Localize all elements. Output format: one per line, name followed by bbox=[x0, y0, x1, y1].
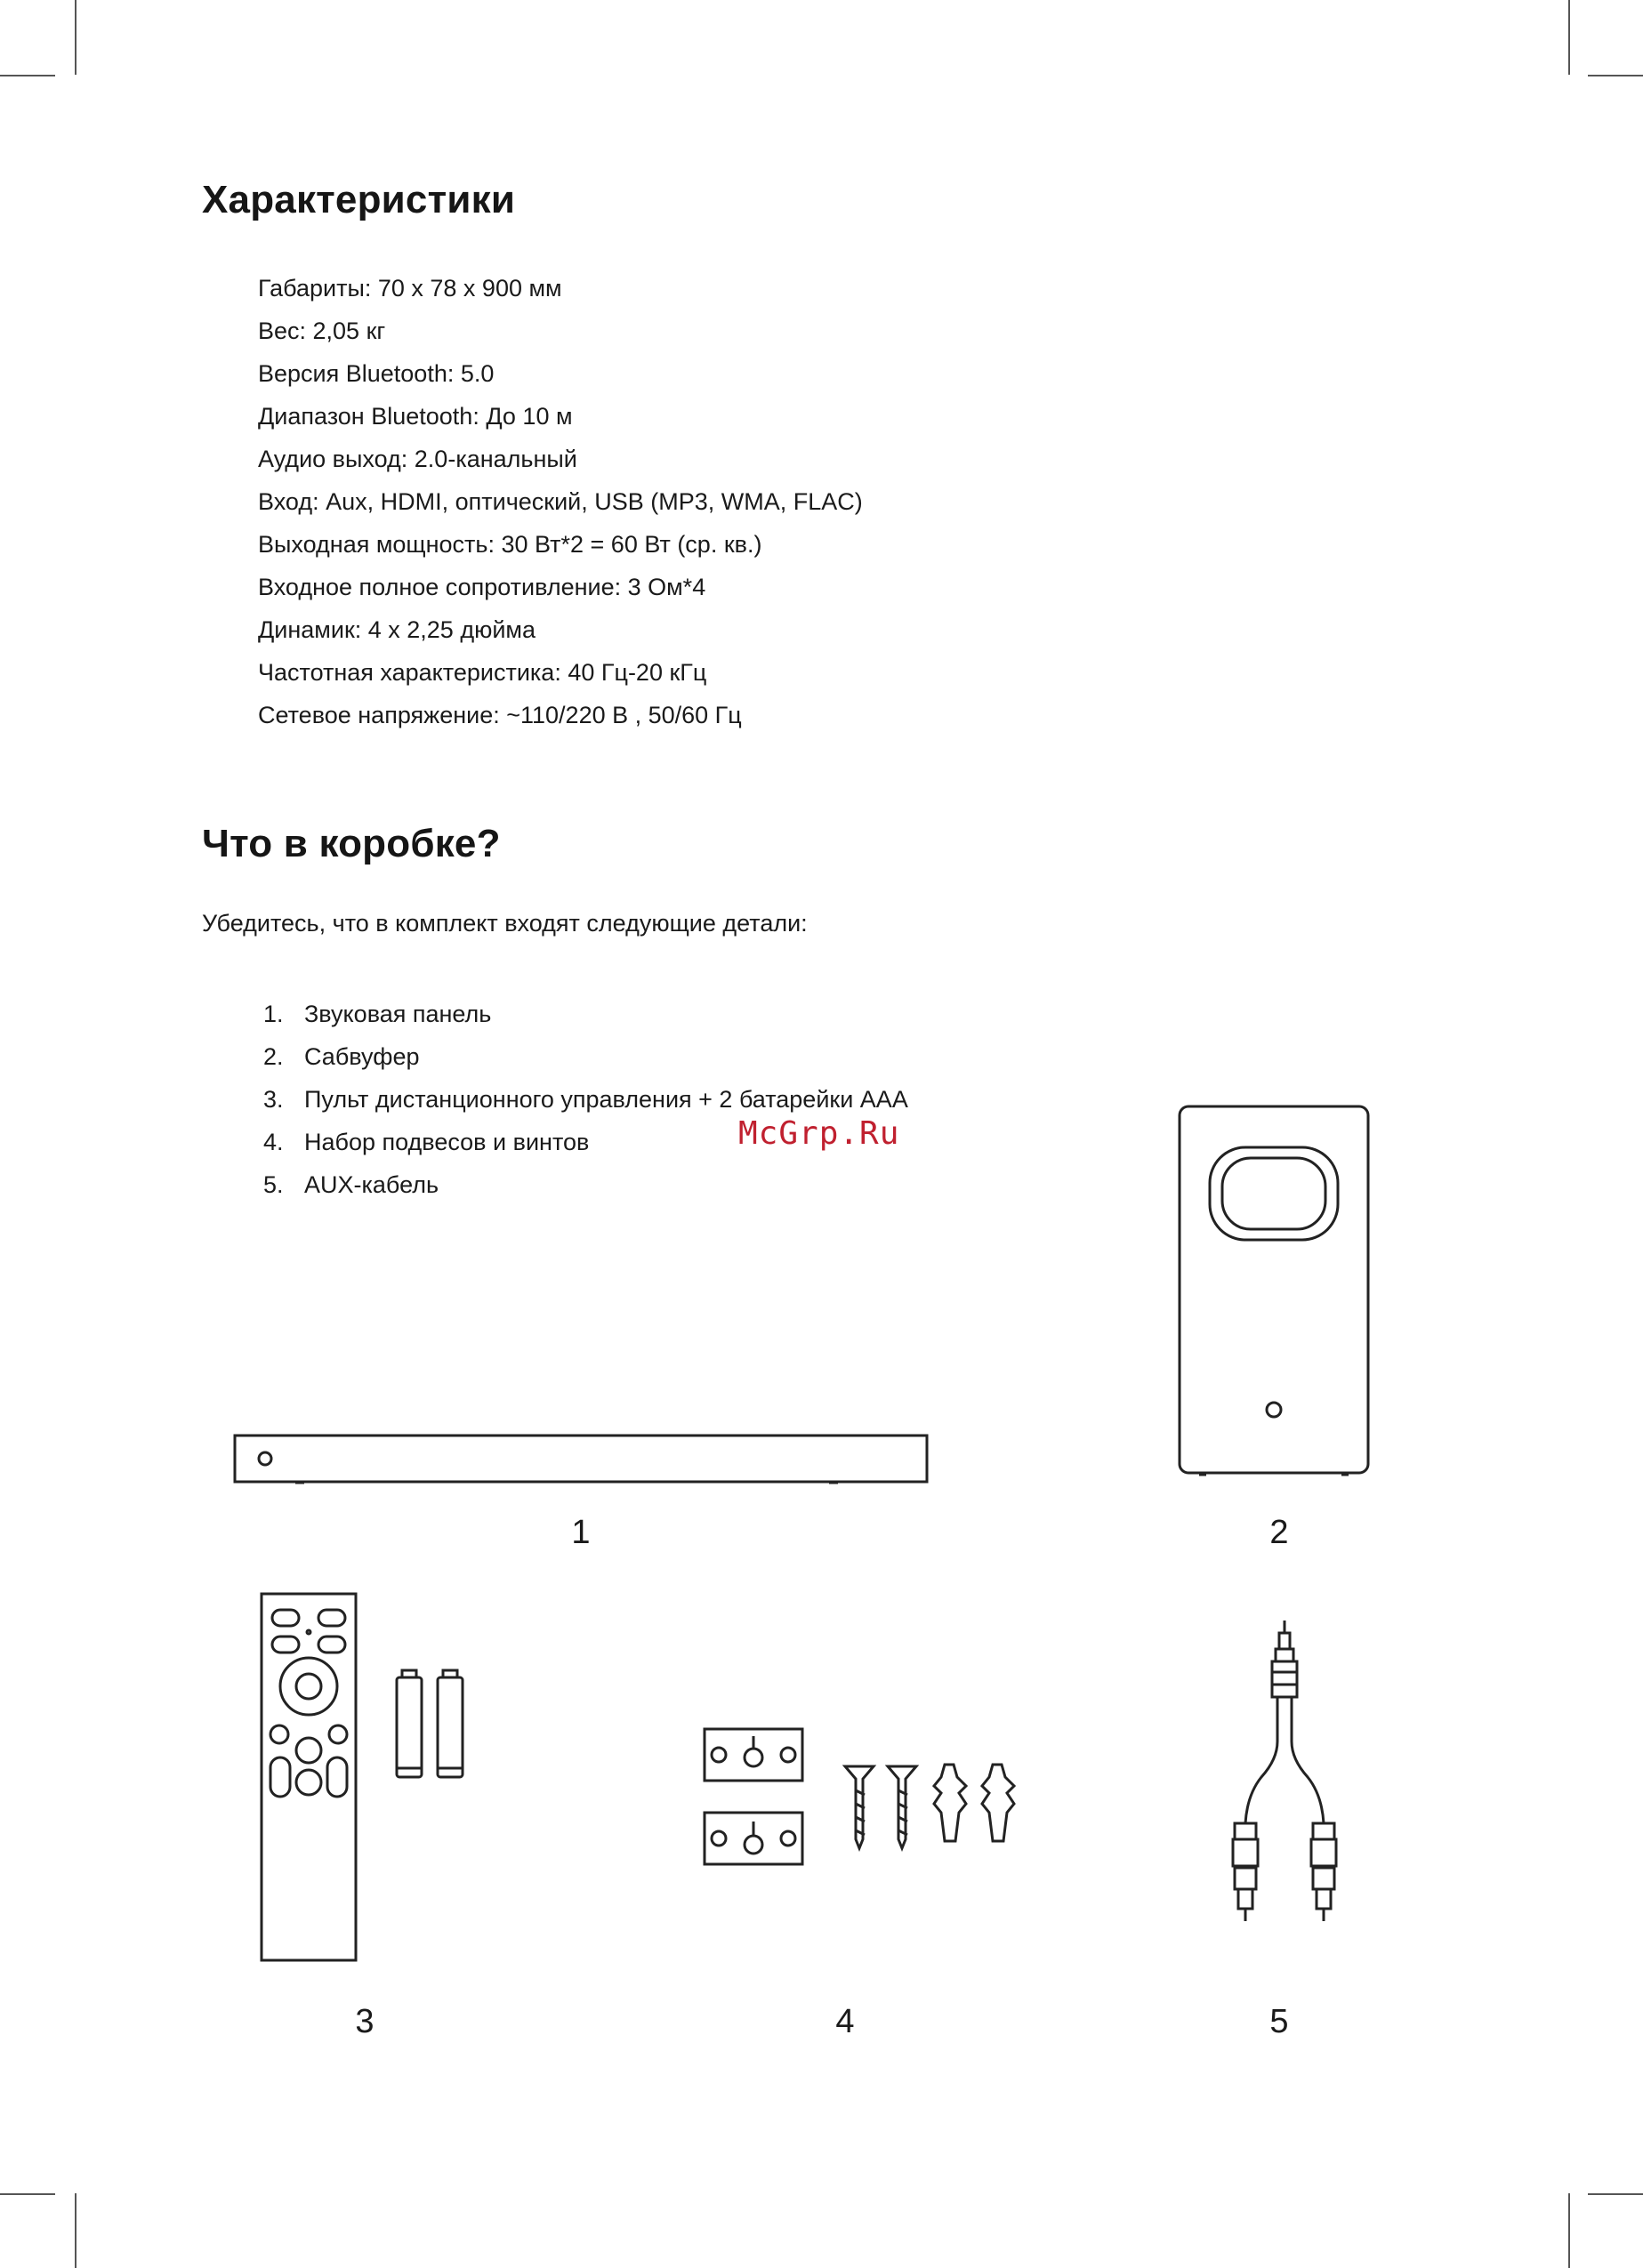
crop-mark bbox=[1588, 2193, 1643, 2195]
spec-item: Аудио выход: 2.0-канальный bbox=[258, 446, 577, 472]
list-item-number: 2. bbox=[263, 1043, 284, 1070]
spec-item: Габариты: 70 x 78 x 900 мм bbox=[258, 275, 562, 302]
soundbar-illustration bbox=[233, 1434, 930, 1487]
figure-label-remote: 3 bbox=[355, 2003, 375, 2040]
crop-mark bbox=[1568, 2193, 1570, 2268]
figure-label-soundbar: 1 bbox=[571, 1514, 591, 1551]
crop-mark bbox=[0, 2193, 55, 2195]
figure-label-subwoofer: 2 bbox=[1269, 1514, 1289, 1551]
list-item-number: 5. bbox=[263, 1171, 284, 1198]
aux-cable-illustration bbox=[1226, 1617, 1343, 1973]
mount-kit-illustration bbox=[699, 1724, 1037, 1875]
remote-illustration bbox=[258, 1590, 489, 1964]
specifications-title: Характеристики bbox=[202, 178, 516, 221]
specifications-list bbox=[258, 267, 863, 736]
figure-label-aux-cable: 5 bbox=[1269, 2003, 1289, 2040]
list-item-label: Набор подвесов и винтов bbox=[304, 1129, 590, 1155]
subwoofer-illustration bbox=[1176, 1103, 1372, 1480]
crop-mark bbox=[1568, 0, 1570, 75]
spec-item: Версия Bluetooth: 5.0 bbox=[258, 360, 495, 387]
list-item-label: Пульт дистанционного управления + 2 батарейки AAA bbox=[304, 1086, 908, 1113]
list-item bbox=[263, 1163, 908, 1206]
spec-item: Сетевое напряжение: ~110/220 В , 50/60 Гц bbox=[258, 702, 742, 728]
spec-item: Входное полное сопротивление: 3 Ом*4 bbox=[258, 574, 706, 600]
spec-item: Частотная характеристика: 40 Гц-20 кГц bbox=[258, 659, 707, 686]
spec-item: Выходная мощность: 30 Вт*2 = 60 Вт (ср. кв.) bbox=[258, 531, 762, 558]
crop-mark bbox=[75, 0, 77, 75]
spec-item: Диапазон Bluetooth: До 10 м bbox=[258, 403, 573, 430]
spec-item: Вход: Aux, HDMI, оптический, USB (MP3, WMA, FLAC) bbox=[258, 488, 863, 515]
list-item bbox=[263, 993, 908, 1035]
crop-mark bbox=[75, 2193, 77, 2268]
list-item-number: 4. bbox=[263, 1129, 284, 1155]
crop-mark bbox=[1588, 75, 1643, 76]
figure-label-mount-kit: 4 bbox=[835, 2003, 855, 2040]
box-contents-title: Что в коробке? bbox=[202, 822, 501, 865]
spec-item: Вес: 2,05 кг bbox=[258, 318, 386, 344]
crop-mark bbox=[0, 75, 55, 76]
spec-item: Динамик: 4 x 2,25 дюйма bbox=[258, 616, 536, 643]
box-contents-intro: Убедитесь, что в комплект входят следующие детали: bbox=[202, 910, 808, 937]
list-item bbox=[263, 1035, 908, 1078]
box-contents-list bbox=[263, 993, 908, 1206]
list-item-number: 3. bbox=[263, 1086, 284, 1113]
list-item-label: Сабвуфер bbox=[304, 1043, 420, 1070]
list-item-number: 1. bbox=[263, 1001, 284, 1027]
list-item bbox=[263, 1078, 908, 1121]
watermark: McGrp.Ru bbox=[738, 1115, 900, 1152]
list-item-label: AUX-кабель bbox=[304, 1171, 439, 1198]
list-item-label: Звуковая панель bbox=[304, 1001, 492, 1027]
